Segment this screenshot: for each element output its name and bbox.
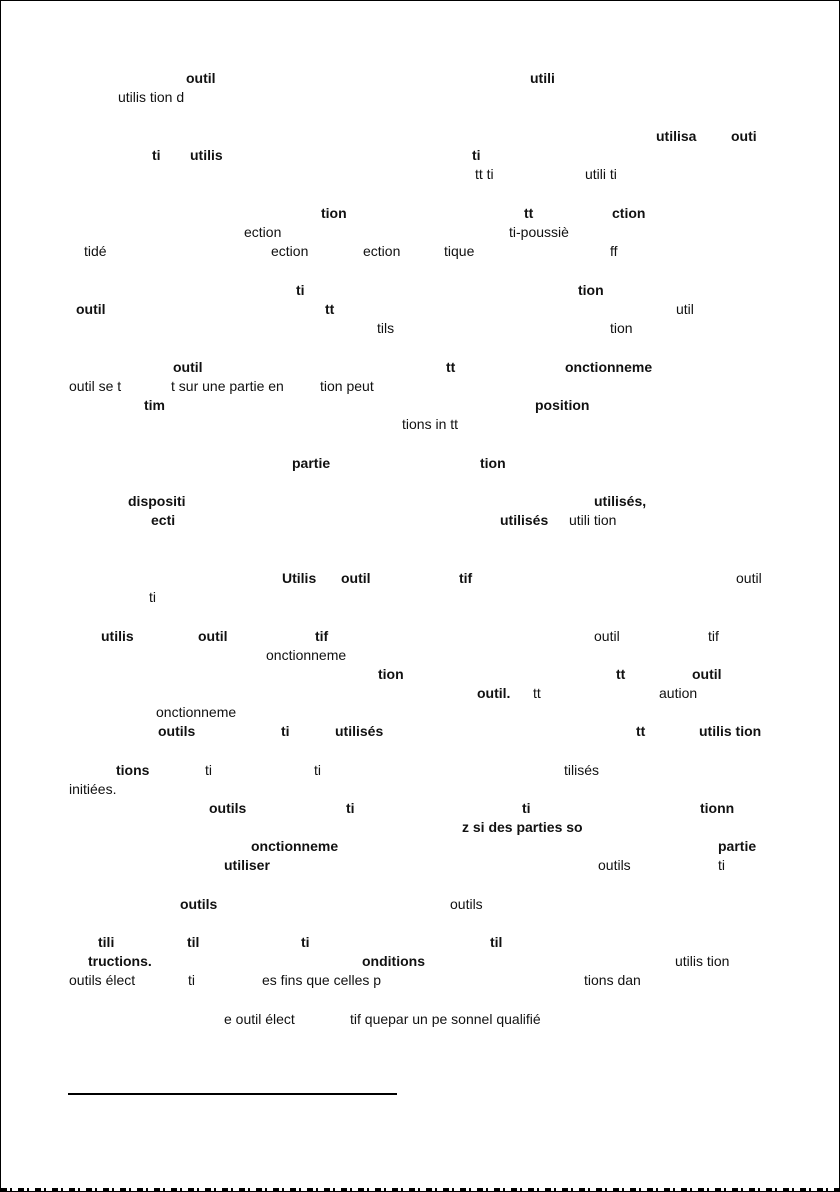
text-fragment: ti <box>718 857 725 873</box>
text-fragment: outil <box>76 301 106 317</box>
text-fragment: ti <box>188 972 195 988</box>
text-fragment: outil <box>173 359 203 375</box>
text-fragment: tt <box>636 723 646 739</box>
text-fragment: ection <box>363 243 401 259</box>
text-fragment: tt <box>524 205 534 221</box>
text-fragment: ti <box>149 589 156 605</box>
text-fragment: onctionneme <box>266 647 347 663</box>
text-fragment: tt ti <box>475 166 494 182</box>
text-fragment: outil <box>198 628 228 644</box>
text-fragment: tif <box>708 628 719 644</box>
text-fragment: outil <box>594 628 620 644</box>
text-fragment: tt <box>533 685 541 701</box>
text-fragment: util <box>676 301 694 317</box>
text-fragment: utili tion <box>569 512 617 528</box>
text-fragment: tt <box>616 666 626 682</box>
text-fragment: position <box>535 397 590 413</box>
text-fragment: utiliser <box>224 857 270 873</box>
text-fragment: tions <box>116 762 150 778</box>
text-fragment: dispositi <box>128 493 186 509</box>
text-fragment: tif quepar un pe sonnel qualifié <box>350 1011 541 1027</box>
text-fragment: outil <box>186 70 216 86</box>
text-fragment: outil. <box>477 685 511 701</box>
text-fragment: outils <box>158 723 196 739</box>
text-fragment: tionn <box>700 800 735 816</box>
text-fragment: outils <box>209 800 247 816</box>
text-fragment: ff <box>610 243 618 259</box>
text-fragment: tif <box>315 628 329 644</box>
text-fragment: tili <box>98 934 115 950</box>
text-fragment: z si des parties so <box>462 819 583 835</box>
text-fragment: partie <box>718 838 757 854</box>
text-fragment: ction <box>612 205 646 221</box>
text-fragment: ection <box>271 243 309 259</box>
footnote-separator <box>68 1093 397 1095</box>
text-fragment: ti <box>301 934 310 950</box>
text-fragment: utilisa <box>656 128 697 144</box>
text-fragment: ti <box>314 762 321 778</box>
text-fragment: tructions. <box>88 953 152 969</box>
text-fragment: onctionneme <box>156 704 237 720</box>
text-fragment: tt <box>325 301 335 317</box>
text-fragment: initiées. <box>69 781 117 797</box>
text-fragment: aution <box>659 685 698 701</box>
text-fragment: ti <box>281 723 290 739</box>
text-fragment: outils <box>598 857 631 873</box>
text-fragment: outil <box>692 666 722 682</box>
text-fragment: til <box>187 934 200 950</box>
text-fragment: tions dan <box>584 972 641 988</box>
text-fragment: ti <box>296 282 305 298</box>
text-fragment: tions in tt <box>402 416 459 432</box>
text-fragment: til <box>490 934 503 950</box>
text-fragment: outils <box>450 896 483 912</box>
text-fragment: t sur une partie en <box>171 378 284 394</box>
text-fragment: utilisés <box>335 723 384 739</box>
text-fragment: ti <box>522 800 531 816</box>
text-fragment: utili <box>530 70 555 86</box>
text-fragment: e outil élect <box>224 1011 295 1027</box>
text-fragment: ecti <box>151 512 176 528</box>
text-fragment: utilis <box>190 147 223 163</box>
text-fragment: tion <box>610 320 633 336</box>
text-fragment: outils <box>180 896 218 912</box>
text-fragment: tt <box>446 359 456 375</box>
text-fragment: tion <box>321 205 347 221</box>
text-fragment: tim <box>144 397 165 413</box>
text-fragment: utilisés <box>500 512 549 528</box>
text-fragment: partie <box>292 455 331 471</box>
text-fragment: ti <box>205 762 212 778</box>
text-fragment: tion peut <box>320 378 374 394</box>
text-fragment: utilis <box>101 628 134 644</box>
text-fragment: tique <box>444 243 475 259</box>
text-fragment: ection <box>244 224 282 240</box>
text-fragment: onditions <box>362 953 425 969</box>
text-fragment: tion <box>480 455 506 471</box>
text-fragment: tils <box>377 320 395 336</box>
text-fragment: utili ti <box>585 166 617 182</box>
text-fragment: tion <box>578 282 604 298</box>
text-fragment: outi <box>731 128 757 144</box>
text-fragment: onctionneme <box>251 838 339 854</box>
text-fragment: utilis tion <box>699 723 762 739</box>
text-fragment: es fins que celles p <box>262 972 382 988</box>
text-fragment: utilisés, <box>594 493 647 509</box>
text-fragment: utilis tion <box>675 953 730 969</box>
text-fragment: tilisés <box>564 762 600 778</box>
text-fragment: outil <box>341 570 371 586</box>
text-fragment: tion <box>378 666 404 682</box>
text-fragment: utilis tion d <box>118 89 185 105</box>
text-fragment: tif <box>459 570 473 586</box>
text-fragment: Utilis <box>282 570 317 586</box>
text-fragment: tidé <box>84 243 107 259</box>
text-fragment: ti <box>152 147 161 163</box>
text-fragment: ti <box>346 800 355 816</box>
text-fragment: ti-poussiè <box>509 224 569 240</box>
bottom-edge-strip <box>1 1188 839 1191</box>
text-fragment: ti <box>472 147 481 163</box>
text-fragment: outil se t <box>69 378 122 394</box>
text-fragment: onctionneme <box>565 359 653 375</box>
text-fragment: outils élect <box>69 972 136 988</box>
text-fragment: outil <box>736 570 762 586</box>
